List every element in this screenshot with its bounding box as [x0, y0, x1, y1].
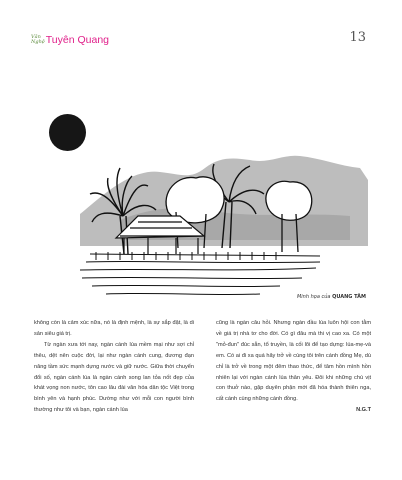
article-paragraph: Từ ngàn xưa tới nay, ngàn cánh lúa mềm mại như sợi chỉ thêu, dệt nên cuộc đời, lại như ngàn cánh cung, đương đạn nâng tầm sức mạnh dựng nước và giữ nước. Giữa thời chuyển đổi số, ngàn cánh lúa là ngàn cánh song lan tỏa nốt đẹp của khát vọng non nước, tôn cao lâu đài văn hóa dân tộc Việt trong bình yên và hạnh phúc. Dường như với mỗi con người bình thường như tôi và bạn, ngàn cánh lúa: [34, 341, 194, 414]
author-signature: N.G.T: [356, 407, 371, 414]
caption-prefix: Minh họa của: [296, 294, 331, 300]
article-paragraph: cũng là ngàn câu hỏi. Nhưng ngàn đầu lúa luôn hội con tằm về giá trị nhà tơ cho đời. Có gì đâu mà thi vị cao xa. Có một "mỏ-đun" đúc sẵn, tổ truyền, là cối lõi để tạo dựng: lúa-mẹ-và em. Có ai đi xa quá hãy trở về cùng tôi trên cánh đồng Mẹ, dù chỉ là trở về trong một đêm thao thức, để tâm hồn mình hồn nhiên lại với ngàn cánh lúa thân yêu. Đôi khi những chú vịt con thuở nào, gặp duyên phận mới đã hóa thành thiên nga, cất cánh cùng những cánh đồng.: [216, 320, 371, 403]
caption-artist: QUANG TÂM: [332, 294, 366, 300]
logo-word-nghe: Nghệ: [31, 39, 45, 45]
village-illustration: [20, 128, 372, 314]
logo-word-van: Văn: [31, 34, 41, 40]
illustration-caption: [297, 294, 366, 300]
logo-title: Tuyên Quang: [45, 34, 110, 46]
magazine-logo: [31, 34, 109, 46]
page-number: 13: [349, 30, 366, 45]
logo-small-text: [31, 35, 45, 45]
article-column-right: [216, 318, 371, 416]
rice-field: [80, 252, 320, 295]
article-column-left: [34, 318, 194, 416]
article-paragraph: không còn là cảm xúc nữa, nó là định mệnh, là sự sắp đặt, là di sản siêu giá trị.: [34, 320, 194, 337]
page-header: [0, 0, 402, 60]
